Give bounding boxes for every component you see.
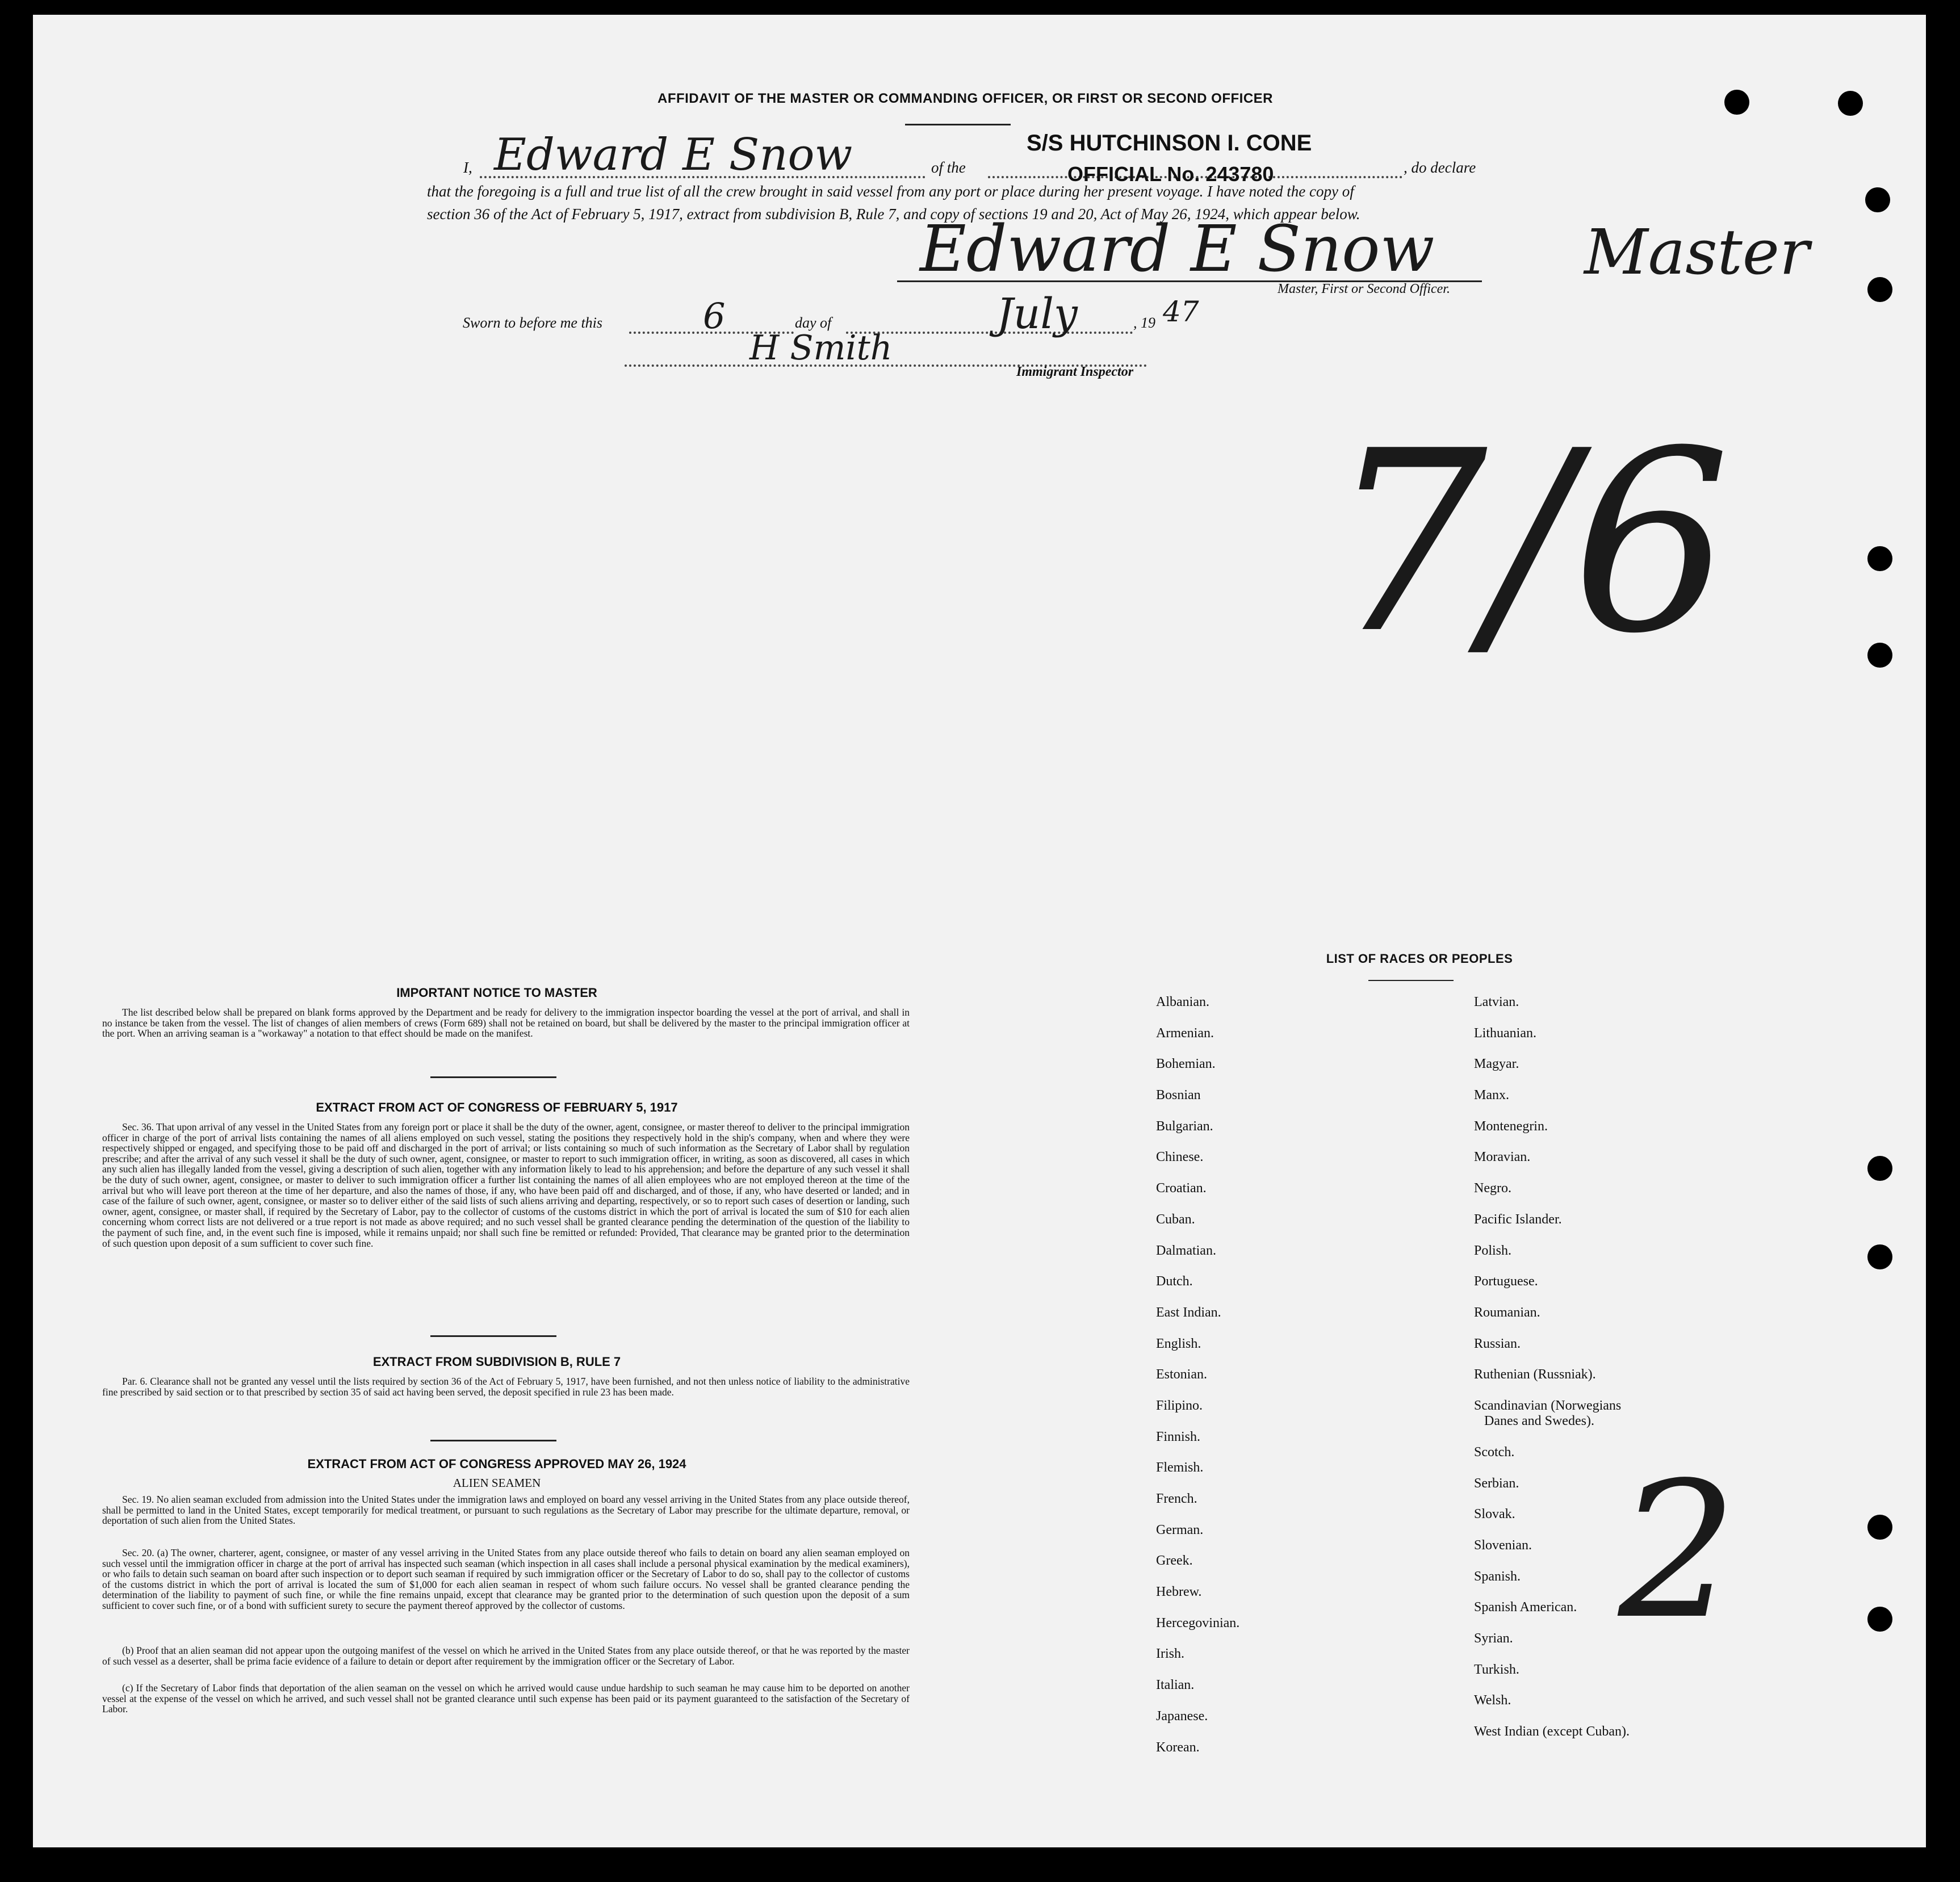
race-item: Roumanian. xyxy=(1474,1305,1540,1320)
punch-hole xyxy=(1867,1515,1892,1540)
races-column-2 xyxy=(1474,995,1630,1755)
handwritten-master-name: Edward E Snow xyxy=(494,129,853,181)
race-item: Welsh. xyxy=(1474,1693,1511,1708)
race-item: Albanian. xyxy=(1156,995,1209,1009)
race-item: Turkish. xyxy=(1474,1662,1519,1677)
race-item: Magyar. xyxy=(1474,1057,1519,1072)
race-item: Irish. xyxy=(1156,1646,1184,1662)
race-item: Lithuanian. xyxy=(1474,1025,1536,1041)
race-item: German. xyxy=(1156,1522,1204,1537)
punch-hole xyxy=(1867,546,1892,571)
handwritten-sworn-year: 47 xyxy=(1163,295,1199,328)
handwritten-inspector-signature: H Smith xyxy=(749,328,893,368)
race-item: East Indian. xyxy=(1156,1305,1221,1320)
handwritten-master-title: Master xyxy=(1584,216,1810,288)
race-item: Syrian. xyxy=(1474,1631,1513,1646)
extract-1924-subtitle: ALIEN SEAMEN xyxy=(453,1476,541,1490)
race-item: Portuguese. xyxy=(1474,1274,1538,1289)
vessel-name-stamp: S/S HUTCHINSON I. CONE xyxy=(1027,131,1312,156)
extract-1917-title: EXTRACT FROM ACT OF CONGRESS OF FEBRUARY 5, 1917 xyxy=(316,1100,678,1114)
race-item: French. xyxy=(1156,1491,1197,1506)
inspector-caption: Immigrant Inspector xyxy=(1016,364,1134,379)
sec-19-text: Sec. 19. No alien seaman excluded from admission into the United States under the immigration laws and employed on board any vessel arriving in the United States from any place outside thereof, shall be permitted to land in the United States, except temporarily for medical treatment, or pursuant to such regulations as the Secretary of Labor may prescribe for the ultimate departure, removal, or deportation of such alien from the United States. xyxy=(102,1494,910,1527)
race-item: English. xyxy=(1156,1336,1201,1351)
master-caption: Master, First or Second Officer. xyxy=(1278,282,1450,296)
punch-hole xyxy=(1867,1244,1892,1269)
handwritten-number-2: 2 xyxy=(1618,1442,1737,1660)
race-item-line: Scandinavian (Norwegians xyxy=(1474,1398,1622,1413)
race-item: Croatian. xyxy=(1156,1181,1207,1196)
race-item: Scotch. xyxy=(1474,1444,1515,1460)
race-item: Flemish. xyxy=(1156,1460,1204,1476)
race-item: Hebrew. xyxy=(1156,1585,1202,1600)
race-item: Polish. xyxy=(1474,1243,1512,1258)
race-item: Montenegrin. xyxy=(1474,1118,1548,1134)
races-title: LIST OF RACES OR PEOPLES xyxy=(1326,952,1513,966)
race-item: Finnish. xyxy=(1156,1429,1201,1444)
rule-7-text: Par. 6. Clearance shall not be granted any vessel until the lists required by section 36 of the Act of February 5, 1917, have been furnished, and not then unless notice of liability to the administrative fine prescribed by said section or to that prescribed by section 35 of said act having been served, the deposit specified in rule 23 has been made. xyxy=(102,1376,910,1398)
race-item: Hercegovinian. xyxy=(1156,1615,1240,1630)
day-of-label: day of xyxy=(795,315,832,331)
punch-hole xyxy=(1867,1607,1892,1632)
race-item: Pacific Islander. xyxy=(1474,1212,1562,1227)
race-item: Spanish American. xyxy=(1474,1600,1577,1615)
do-declare-label: , do declare xyxy=(1404,159,1476,176)
sec-20a-text: Sec. 20. (a) The owner, charterer, agent, consignee, or master of any vessel arriving in the United States from any place outside thereof who fails to detain on board any alien seaman employed on such vessel until the immigration officer in charge at the port of arrival has inspected such seaman (which inspection in all cases shall include a personal physical examination by the medical examiners), or who fails to detain such seaman on board after such inspection or to deport such seaman if required by such immigration officer or the Secretary of Labor to do so, shall pay to the collector of customs of the customs district in which the port of arrival is located the sum of $1,000 for each alien seaman in respect of whom such failure occurs. No vessel shall be granted clearance pending the determination of the liability to payment of such fine, or while the fine remains unpaid, except that clearance may be granted prior to the determination of such question upon the deposit of a sum sufficient to cover such fine, or of a bond with sufficient surety to secure the payment thereof approved by the collector of customs. xyxy=(102,1547,910,1611)
race-item: Manx. xyxy=(1474,1088,1509,1103)
race-item: Slovenian. xyxy=(1474,1538,1532,1553)
race-item: Japanese. xyxy=(1156,1708,1208,1724)
race-item: Italian. xyxy=(1156,1678,1195,1693)
race-item: Filipino. xyxy=(1156,1398,1203,1413)
affidavit-title: AFFIDAVIT OF THE MASTER OR COMMANDING OFFICER, OR FIRST OR SECOND OFFICER xyxy=(657,91,1274,106)
extract-1924-title: EXTRACT FROM ACT OF CONGRESS APPROVED MAY 26, 1924 xyxy=(307,1457,686,1471)
race-item: Slovak. xyxy=(1474,1507,1515,1522)
race-item: Korean. xyxy=(1156,1740,1200,1755)
punch-hole xyxy=(1867,277,1892,302)
race-item: Negro. xyxy=(1474,1181,1511,1196)
race-item: Dutch. xyxy=(1156,1274,1193,1289)
divider xyxy=(430,1440,556,1441)
punch-hole xyxy=(1724,90,1749,115)
race-item xyxy=(1474,1398,1630,1445)
handwritten-master-signature: Edward E Snow xyxy=(920,212,1435,286)
punch-hole xyxy=(1867,643,1892,668)
sec-20c-text: (c) If the Secretary of Labor finds that deportation of the alien seaman on the vessel on which he arrived would cause undue hardship to such seaman he may cause him to be deported on another vessel at the expense of the vessel on which he arrived, and such vessel shall not be granted clearance until such expense has been paid or its payment guaranteed to the satisfaction of the Secretary of Labor. xyxy=(102,1682,910,1715)
race-item: Spanish. xyxy=(1474,1569,1521,1584)
race-item: Latvian. xyxy=(1474,995,1519,1009)
of-the-label: of the xyxy=(931,159,966,176)
race-item: Estonian. xyxy=(1156,1367,1207,1382)
divider xyxy=(430,1335,556,1337)
punch-hole xyxy=(1865,187,1890,212)
divider xyxy=(430,1076,556,1078)
race-item-line: Danes and Swedes). xyxy=(1484,1413,1594,1428)
race-item: Dalmatian. xyxy=(1156,1243,1216,1258)
punch-hole xyxy=(1867,1156,1892,1181)
i-label: I, xyxy=(463,159,472,176)
affidavit-line-2: that the foregoing is a full and true list of all the crew brought in said vessel from any port or place during her present voyage. I have noted the copy of xyxy=(427,183,1354,200)
sworn-label: Sworn to before me this xyxy=(463,315,603,331)
race-item: Armenian. xyxy=(1156,1025,1214,1041)
handwritten-mark-7-6: 7/6 xyxy=(1329,397,1731,688)
race-item: Russian. xyxy=(1474,1336,1521,1351)
year-prefix: , 19 xyxy=(1133,315,1155,331)
race-item: West Indian (except Cuban). xyxy=(1474,1724,1630,1740)
notice-text: The list described below shall be prepared on blank forms approved by the Department and be ready for delivery to the immigration inspector boarding the vessel at the port of arrival, and shall in no instance be taken from the vessel. The list of changes of alien members of crews (Form 689) shall not be retained on board, but shall be delivered by the master to the principal immigration officer at the port. When an arriving seaman is a "workaway" a notation to that effect should be made on the manifest. xyxy=(102,1007,910,1039)
handwritten-sworn-month: July xyxy=(996,290,1078,338)
rule-7-title: EXTRACT FROM SUBDIVISION B, RULE 7 xyxy=(372,1355,621,1369)
race-item: Greek. xyxy=(1156,1553,1193,1569)
affidavit-line-3: section 36 of the Act of February 5, 1917, extract from subdivision B, Rule 7, and copy of sections 19 and 20, Act of May 26, 1924, which appear below. xyxy=(427,206,1360,223)
race-item: Ruthenian (Russniak). xyxy=(1474,1367,1596,1382)
divider xyxy=(1368,980,1454,981)
race-item: Bulgarian. xyxy=(1156,1118,1213,1134)
race-item: Chinese. xyxy=(1156,1150,1204,1165)
handwritten-sworn-day: 6 xyxy=(703,295,726,337)
extract-1917-text: Sec. 36. That upon arrival of any vessel in the United States from any foreign port or place it shall be the duty of the owner, agent, consignee, or master thereof to deliver to the principal immigration officer in charge of the port of arrival lists containing the names of all aliens employed on such vessel, stating the positions they respectively hold in the ship's company, when and where they were respectively shipped or engaged, and specifying those to be paid off and discharged in the port of arrival; or lists containing so much of such information as the Secretary of Labor shall by regulation prescribe; and after the arrival of any such vessel it shall be the duty of such owner, agent, consignee, or master to report to such immigration officer, in writing, as soon as discovered, all cases in which any such alien has illegally landed from the vessel, giving a description of such alien, together with any information likely to lead to his apprehension; and before the departure of any such vessel it shall be the duty of such owner, agent, consignee, or master to deliver to such immigration officer a further list containing the names of all alien employees who are not employed thereon at the time of the arrival but who will leave port thereon at the time of her departure, and also the names of those, if any, who have been paid off and discharged, and of those, if any, who have deserted or landed; and in case of the failure of such owner, agent, consignee, or master so to deliver either of the said lists of such aliens arriving and departing, respectively, or so to report such cases of desertion or landing, such owner, agent, consignee, or master shall, if required by the Secretary of Labor, pay to the collector of customs of the customs district in which the port of arrival is located the sum of $10 for each alien concerning whom correct lists are not delivered or a true report is not made as above required; and no such vessel shall be granted clearance pending the determination of the question of the liability to the payment of such fine, and, in the event such fine is imposed, while it remains unpaid; nor shall such fine be remitted or refunded: Provided, That clearance may be granted prior to the determination of such question upon deposit of a sum sufficient to cover such fine. xyxy=(102,1121,910,1249)
race-item: Bosnian xyxy=(1156,1088,1201,1103)
punch-hole xyxy=(1838,91,1863,116)
notice-title: IMPORTANT NOTICE TO MASTER xyxy=(396,986,597,1000)
race-item: Moravian. xyxy=(1474,1150,1531,1165)
official-number-stamp: OFFICIAL No. 243780 xyxy=(1067,162,1274,186)
divider xyxy=(905,124,1011,125)
race-item: Cuban. xyxy=(1156,1212,1195,1227)
races-column-1 xyxy=(1156,995,1239,1771)
race-item: Bohemian. xyxy=(1156,1057,1216,1072)
race-item: Serbian. xyxy=(1474,1476,1519,1491)
sec-20b-text: (b) Proof that an alien seaman did not appear upon the outgoing manifest of the vessel on which he arrived in the United States from any place outside thereof, or that he was reported by the master of such vessel as a deserter, shall be prima facie evidence of a failure to detain or deport after requirement by the immigration officer or the Secretary of Labor. xyxy=(102,1645,910,1667)
